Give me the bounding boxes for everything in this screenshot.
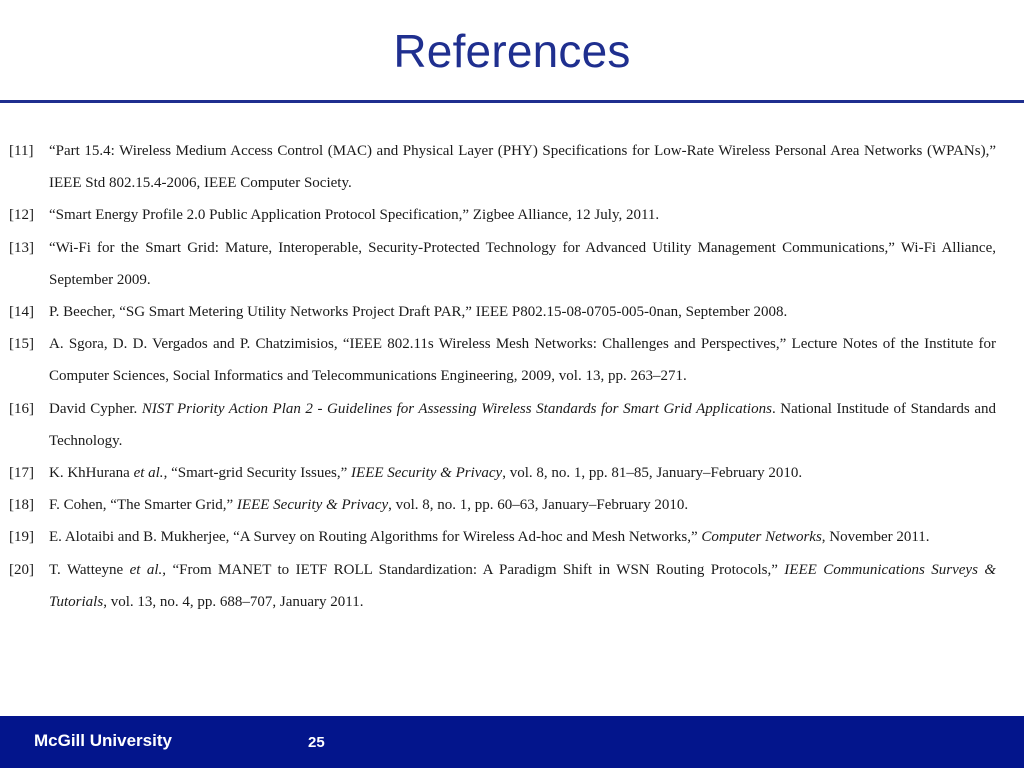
reference-italic-segment: IEEE Security & Privacy [236,497,389,514]
reference-number: [14] [9,304,34,321]
reference-italic-segment: IEEE Security & Privacy [351,465,503,482]
reference-item [0,232,1024,296]
reference-number: [12] [9,207,34,224]
reference-number: [11] [9,143,34,159]
footer-bar [0,716,1024,768]
reference-segment: E. Alotaibi and B. Mukherjee, “A Survey on Routing Algorithms for Wireless Ad-hoc and Mesh Networks,” [49,529,702,546]
reference-number: [17] [9,465,34,482]
reference-text [49,465,802,481]
title-divider [0,100,1024,103]
reference-segment: , vol. 13, no. 4, pp. 688–707, January 2011. [103,593,364,610]
reference-segment: . National Institude of Standards and Technology. [49,400,996,449]
reference-italic-segment: IEEE Communications Surveys & Tutorials [49,561,997,610]
reference-segment: “Smart Energy Profile 2.0 Public Application Protocol Specification,” Zigbee Alliance, 12 July, 2011. [49,207,660,224]
reference-text [49,143,996,191]
page-number: 25 [308,734,325,751]
reference-segment: , “From MANET to IETF ROLL Standardization: A Paradigm Shift in WSN Routing Protocols,” [162,561,785,578]
reference-segment: T. Watteyne [49,561,130,578]
reference-number: [13] [9,239,34,256]
reference-text [49,304,787,320]
reference-item [0,328,1024,392]
reference-text [49,497,688,513]
reference-number: [16] [9,400,34,417]
reference-italic-segment: NIST Priority Action Plan 2 - Guidelines for Assessing Wireless Standards for Smart Grid Applications [141,400,772,417]
reference-text [49,562,996,610]
reference-item [0,135,1024,199]
reference-text [49,336,996,384]
reference-segment: , vol. 8, no. 1, pp. 60–63, January–February 2010. [388,497,689,514]
reference-number: [15] [9,336,34,353]
reference-italic-segment: et al. [133,465,164,482]
reference-text [49,207,659,223]
reference-segment: , “Smart-grid Security Issues,” [163,465,352,482]
reference-number: [18] [9,497,34,514]
reference-segment: “Wi-Fi for the Smart Grid: Mature, Interoperable, Security-Protected Technology for Advanced Utility Management Communications,” Wi-Fi Alliance, September 2009. [49,239,996,288]
slide-title: References [393,25,631,77]
reference-item [0,199,1024,231]
reference-item [0,393,1024,457]
reference-italic-segment: et al. [129,561,163,578]
reference-number: [20] [9,561,34,578]
reference-segment: K. KhHurana [49,465,134,482]
reference-text [49,401,996,449]
reference-segment: F. Cohen, “The Smarter Grid,” [49,497,237,514]
reference-item [0,489,1024,521]
reference-item [0,554,1024,618]
reference-item [0,296,1024,328]
reference-text [49,529,930,545]
reference-segment: David Cypher. [49,400,142,417]
reference-number: [19] [9,529,34,546]
reference-segment: P. Beecher, “SG Smart Metering Utility Networks Project Draft PAR,” IEEE P802.15-08-0705-005-0nan, September 2008. [49,304,788,321]
reference-item [0,521,1024,553]
footer-organization: McGill University [34,731,172,750]
references-list [0,135,1024,618]
reference-segment: , November 2011. [821,529,930,546]
reference-segment: , vol. 8, no. 1, pp. 81–85, January–February 2010. [502,465,803,482]
reference-italic-segment: Computer Networks [701,529,822,546]
reference-item [0,457,1024,489]
reference-segment: A. Sgora, D. D. Vergados and P. Chatzimisios, “IEEE 802.11s Wireless Mesh Networks: Challenges and Perspectives,” Lecture Notes of the Institute for Computer Sciences, Social Informatics and Telecommunications Engineering, 2009, vol. 13, pp. 263–271. [49,336,996,385]
reference-segment: “Part 15.4: Wireless Medium Access Control (MAC) and Physical Layer (PHY) Specifications for Low-Rate Wireless Personal Area Networks (WPANs),” IEEE Std 802.15.4-2006, IEEE Computer Society. [49,143,996,192]
reference-text [49,240,996,288]
